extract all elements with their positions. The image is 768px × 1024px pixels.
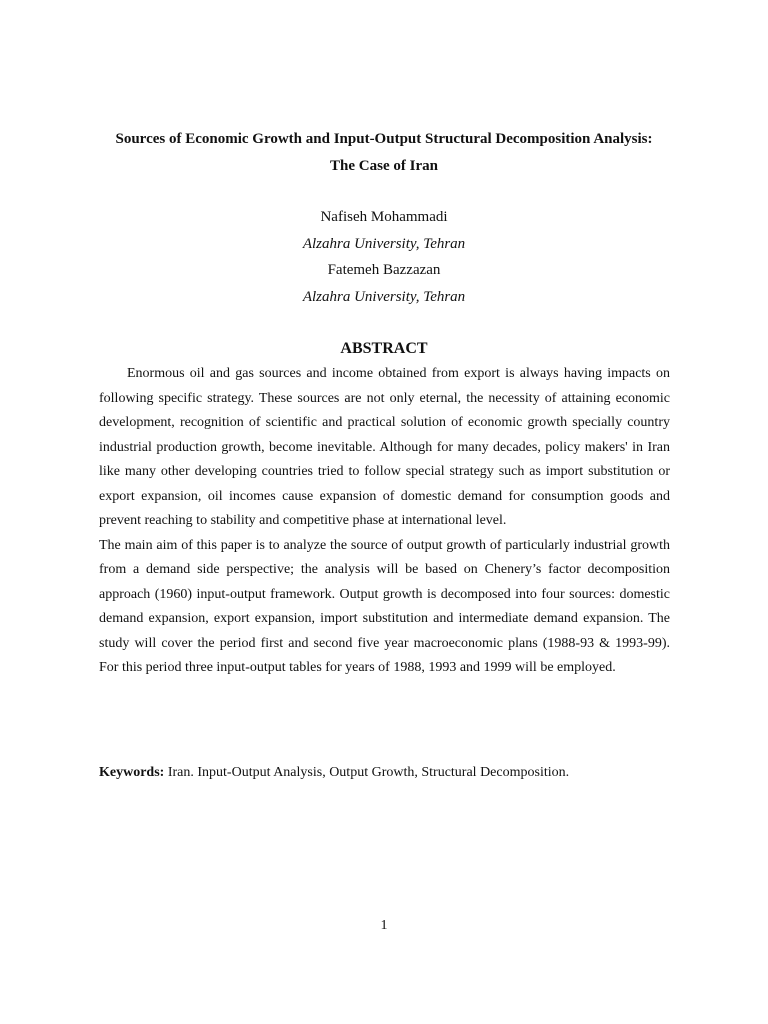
page-number: 1 bbox=[380, 918, 388, 933]
abstract-heading: ABSTRACT bbox=[340, 340, 428, 357]
abstract-paragraph: Enormous oil and gas sources and income obtained from export is always having impacts on following specific strategy. These sources are not only eternal, the necessity of attaining economic development, recognition of scientific and practical solution of economic growth specially country industrial production growth, become inevitable. Although for many decades, policy makers' in Iran like many other developing countries tried to follow special strategy such as import substitution or export expansion, oil incomes cause expansion of domestic demand for consumption goods and prevent reaching to stability and competitive phase at international level. bbox=[99, 366, 670, 528]
author-name: Fatemeh Bazzazan bbox=[327, 262, 441, 278]
author-affiliation: Alzahra University, Tehran bbox=[302, 235, 466, 252]
keywords bbox=[99, 762, 670, 784]
author-affiliation: Alzahra University, Tehran bbox=[302, 288, 466, 305]
author-block bbox=[60, 204, 708, 310]
author-name: Nafiseh Mohammadi bbox=[320, 209, 448, 225]
paper-title bbox=[60, 126, 708, 180]
keywords-text: Iran. Input-Output Analysis, Output Growth, Structural Decomposition. bbox=[167, 765, 570, 780]
paper-title-line-1: Sources of Economic Growth and Input-Output Structural Decomposition Analysis: bbox=[115, 131, 653, 147]
paper-title-line-2: The Case of Iran bbox=[330, 158, 438, 174]
abstract-paragraph: The main aim of this paper is to analyze the source of output growth of particularly industrial growth from a demand side perspective; the analysis will be based on Chenery’s factor decomposition approach (1960) input-output framework. Output growth is decomposed into four sources: domestic demand expansion, export expansion, import substitution and intermediate demand expansion. The study will cover the period first and second five year macroeconomic plans (1988-93 & 1993-99). For this period three input-output tables for years of 1988, 1993 and 1999 will be employed. bbox=[99, 537, 670, 675]
abstract-body bbox=[99, 362, 670, 681]
keywords-label: Keywords: bbox=[99, 765, 165, 780]
